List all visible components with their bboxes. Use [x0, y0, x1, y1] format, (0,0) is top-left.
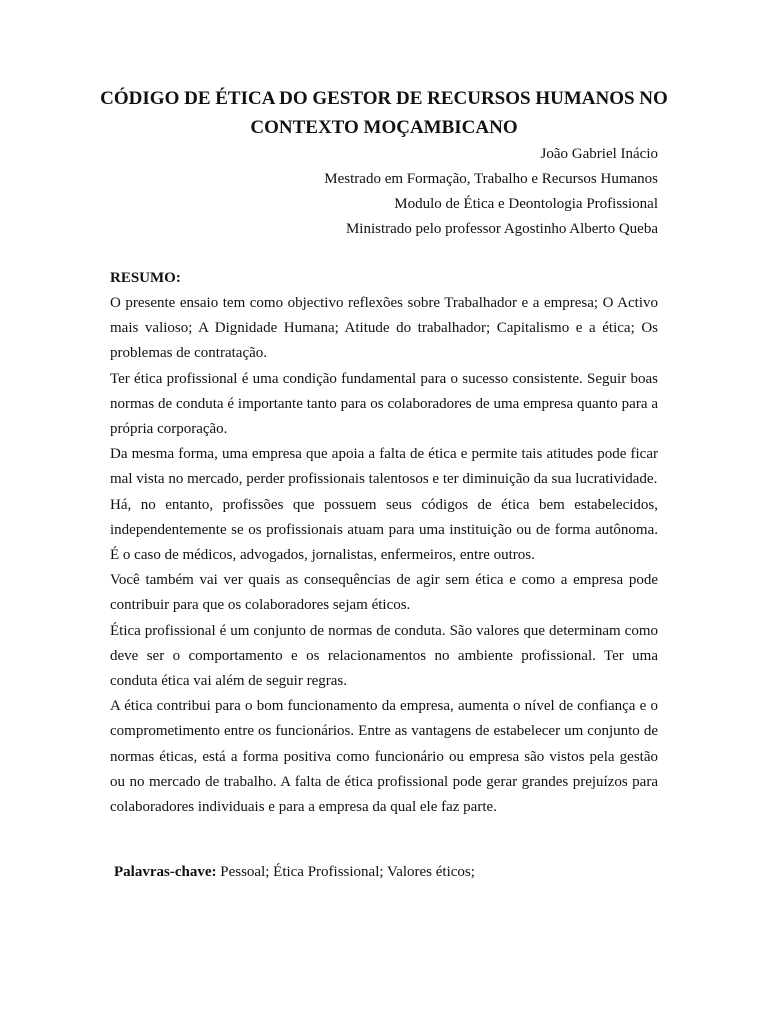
keywords-line: [114, 862, 475, 882]
author-block: [324, 142, 658, 242]
document-title: [60, 84, 708, 142]
abstract-paragraph-3: Da mesma forma, uma empresa que apoia a falta de ética e permite tais atitudes pode ficar mal vista no mercado, perder profissionais talentosos e ter diminuição da sua lucratividade.: [110, 446, 658, 488]
abstract-heading: RESUMO:: [110, 270, 181, 286]
abstract-paragraph-2: Ter ética profissional é uma condição fundamental para o sucesso consistente. Seguir boas normas de conduta é importante tanto para os colaboradores de uma empresa quanto para a própria corporação.: [110, 370, 658, 438]
instructor-name: Ministrado pelo professor Agostinho Alberto Queba: [345, 221, 658, 237]
abstract-paragraph-1: O presente ensaio tem como objectivo reflexões sobre Trabalhador e a empresa; O Activo mais valioso; A Dignidade Humana; Atitude do trabalhador; Capitalismo e a ética; Os problemas de contratação.: [110, 295, 658, 362]
title-line-1: CÓDIGO DE ÉTICA DO GESTOR DE RECURSOS HUMANOS NO: [100, 88, 668, 109]
abstract-paragraph-4: Há, no entanto, profissões que possuem seus códigos de ética bem estabelecidos, independentemente se os profissionais atuam para uma instituição ou de forma autônoma. É o caso de médicos, advogados, jornalistas, enfermeiros, entre outros.: [110, 496, 658, 564]
abstract-body: [110, 291, 658, 820]
program-name: Mestrado em Formação, Trabalho e Recursos Humanos: [324, 171, 658, 187]
abstract-paragraph-7: A ética contribui para o bom funcionamento da empresa, aumenta o nível de confiança e o comprometimento entre os funcionários. Entre as vantagens de estabelecer um conjunto de normas éticas, está a forma positiva como funcionário ou empresa são vistos pela gestão ou no mercado de trabalho. A falta de ética profissional pode gerar grandes prejuízos para colaboradores individuais e para a empresa da qual ele faz parte.: [110, 698, 658, 816]
module-name: Modulo de Ética e Deontologia Profissional: [394, 196, 658, 212]
author-name: João Gabriel Inácio: [540, 146, 658, 162]
title-line-2: CONTEXTO MOÇAMBICANO: [250, 117, 518, 138]
abstract-paragraph-6: Ética profissional é um conjunto de normas de conduta. São valores que determinam como deve ser o comportamento e os relacionamentos no ambiente profissional. Ter uma conduta ética vai além de seguir regras.: [110, 622, 658, 690]
keywords-text: Pessoal; Ética Profissional; Valores éticos;: [216, 864, 475, 880]
abstract-paragraph-5: Você também vai ver quais as consequências de agir sem ética e como a empresa pode contribuir para que os colaboradores sejam éticos.: [110, 572, 658, 614]
keywords-label: Palavras-chave:: [114, 864, 217, 880]
